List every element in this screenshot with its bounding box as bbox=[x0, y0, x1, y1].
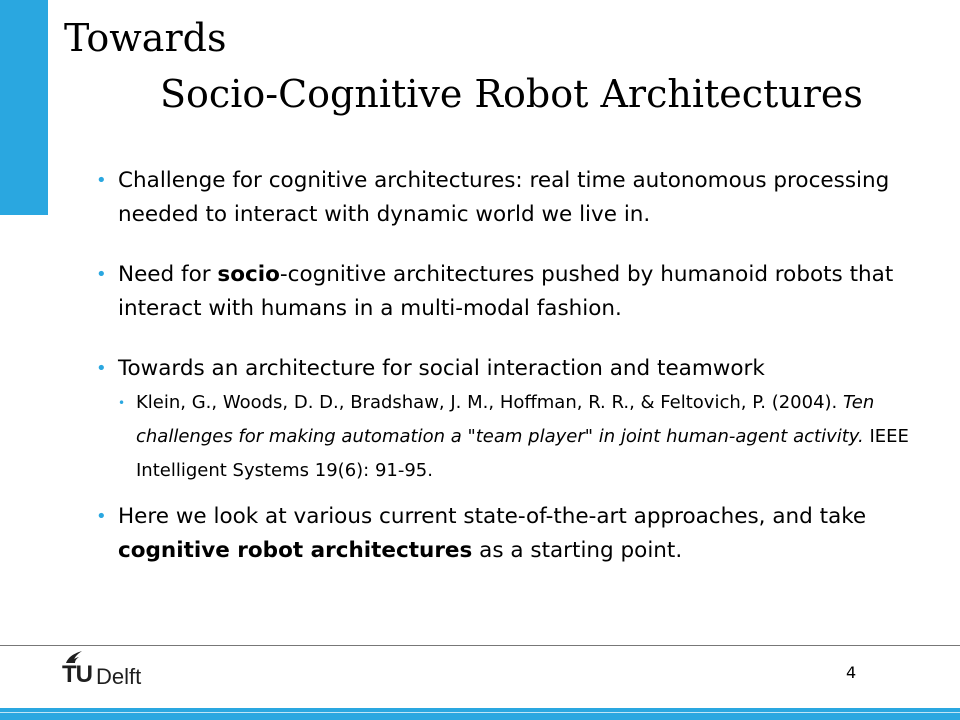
bullet-starting-point bbox=[96, 500, 936, 568]
citation-title: Ten challenges for making automation a "team player" in joint human-agent activity. bbox=[136, 392, 875, 447]
bullet-icon: • bbox=[96, 170, 107, 191]
slide-title bbox=[0, 0, 960, 140]
bullet-text: Towards an architecture for social interaction and teamwork bbox=[118, 356, 765, 381]
citation-authors: Klein, G., Woods, D. D., Bradshaw, J. M., Hoffman, R. R., & Feltovich, P. (2004). bbox=[136, 392, 843, 413]
sub-bullet-citation bbox=[118, 386, 936, 488]
bullet-text-bold: cognitive robot architectures bbox=[118, 538, 473, 563]
bullet-icon: • bbox=[96, 506, 107, 527]
bullet-icon: • bbox=[96, 264, 107, 285]
bullet-text-pre: Here we look at various current state-of-the-art approaches, and take bbox=[118, 504, 867, 529]
footer-divider bbox=[0, 645, 960, 646]
bullet-text: Challenge for cognitive architectures: real time autonomous processing needed to interact with dynamic world we live in. bbox=[118, 168, 890, 227]
bullet-socio-cognitive bbox=[96, 258, 936, 326]
tu-delft-logo bbox=[58, 650, 168, 690]
bottom-accent-bar bbox=[0, 708, 960, 720]
sub-bullet-icon: • bbox=[118, 396, 126, 410]
logo-delft: Delft bbox=[96, 664, 142, 689]
bullet-challenge bbox=[96, 164, 936, 232]
page-number: 4 bbox=[846, 663, 857, 682]
bullet-text-bold: socio bbox=[217, 262, 280, 287]
bullet-text-post: as a starting point. bbox=[472, 538, 683, 563]
citation-venue: IEEE Intelligent Systems 19(6): 91-95. bbox=[136, 426, 909, 481]
title-line-1: Towards bbox=[64, 16, 227, 60]
bullet-icon: • bbox=[96, 358, 107, 379]
bullet-text-post: -cognitive architectures pushed by humanoid robots that interact with humans in a multi-modal fashion. bbox=[118, 262, 894, 321]
slide-content bbox=[96, 164, 936, 568]
bullet-towards-architecture bbox=[96, 352, 936, 386]
bullet-text-pre: Need for bbox=[118, 262, 218, 287]
logo-tu: TU bbox=[62, 661, 92, 688]
title-line-2: Socio-Cognitive Robot Architectures bbox=[160, 72, 863, 116]
